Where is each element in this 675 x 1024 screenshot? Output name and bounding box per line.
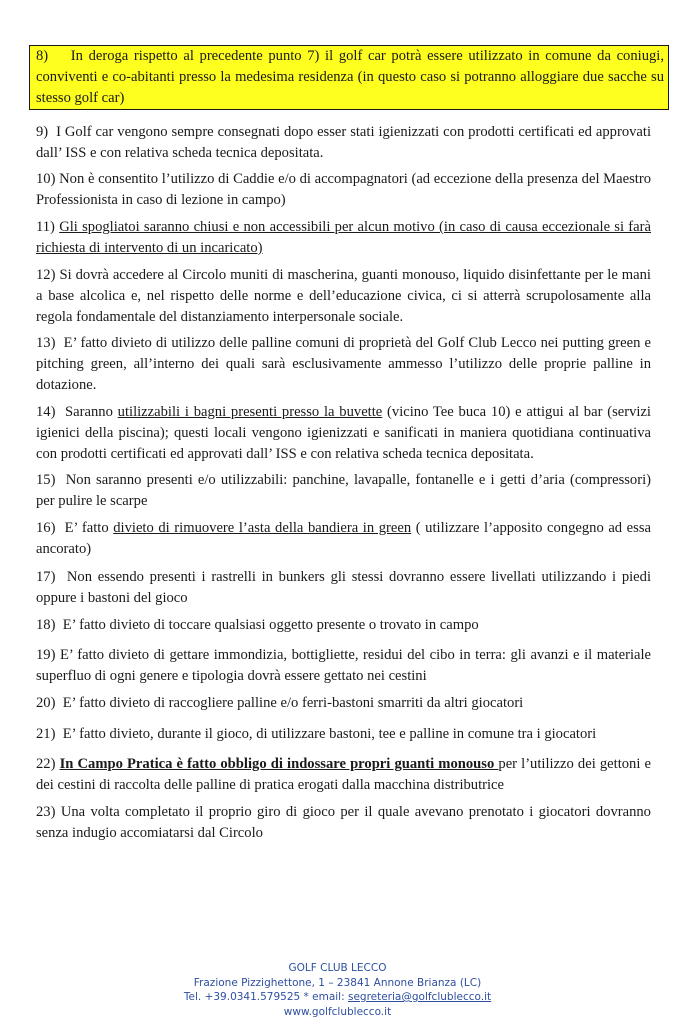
rule-number: 9) — [36, 124, 49, 140]
rule-text-underlined: divieto di rimuovere l’asta della bandiera in green — [113, 520, 412, 536]
rule-item-12 — [36, 265, 651, 328]
rule-number: 12) — [36, 267, 56, 283]
rule-text-bold-underlined: In Campo Pratica è fatto obbligo di indossare propri guanti monouso — [59, 756, 499, 772]
rule-item-9 — [36, 122, 651, 164]
rule-text: Non è consentito l’utilizzo di Caddie e/o di accompagnatori (ad eccezione della presenza del Maestro Professionista in caso di lezione in campo) — [36, 171, 651, 208]
rule-item-20 — [36, 693, 651, 714]
rule-item-8 — [29, 45, 669, 110]
rule-number: 8) — [36, 48, 49, 64]
rule-text: Non saranno presenti e/o utilizzabili: panchine, lavapalle, fontanelle e i getti d’aria (compressori) per pulire le scarpe — [36, 472, 652, 509]
rule-item-15 — [36, 470, 651, 512]
rule-number: 17) — [36, 569, 56, 585]
rule-text: Una volta completato il proprio giro di gioco per il quale avevano prenotato i giocatori dovranno senza indugio accomiatarsi dal Circolo — [36, 804, 651, 841]
rule-item-14 — [36, 402, 651, 465]
rule-item-21 — [36, 724, 651, 745]
rule-item-22 — [36, 754, 651, 796]
footer-contacts — [0, 990, 675, 1005]
rule-text-after: (vicino Tee buca 10) e attigui al bar (servizi igienici della piscina); questi locali vengono igienizzati e sanificati in maniera quotidiana continuativa con prodotti certificati ed approvati dall’ ISS e con relativa scheda tecnica depositata. — [36, 404, 651, 462]
rule-text: E’ fatto divieto di utilizzo delle palline comuni di proprietà del Golf Club Lecco nei putting green e pitching green, all’interno dei quali sarà esclusivamente ammesso l’utilizzo delle proprie palline in dotazione. — [36, 335, 651, 393]
rule-item-10 — [36, 169, 651, 211]
rule-text: E’ fatto divieto di gettare immondizia, bottigliette, residui del cibo in terra: gli avanzi e il materiale superfluo di ogni genere e tipologia dovrà essere gettato nei cestini — [36, 647, 652, 684]
rule-item-17 — [36, 567, 651, 609]
rule-number: 20) — [36, 695, 56, 711]
rule-number: 14) — [36, 404, 56, 420]
rule-item-11 — [36, 217, 651, 259]
page-footer — [0, 961, 675, 1019]
footer-email-link[interactable]: segreteria@golfclublecco.it — [347, 991, 492, 1003]
rule-item-18 — [36, 615, 651, 636]
rule-text: Non essendo presenti i rastrelli in bunkers gli stessi dovranno essere livellati utilizzando i piedi oppure i bastoni del gioco — [36, 569, 651, 606]
rule-item-13 — [36, 333, 651, 396]
rule-number: 10) — [36, 171, 56, 187]
rule-number: 23) — [36, 804, 56, 820]
rule-number: 18) — [36, 617, 56, 633]
rule-text: E’ fatto divieto di toccare qualsiasi oggetto presente o trovato in campo — [62, 617, 479, 633]
footer-address: Frazione Pizzighettone, 1 – 23841 Annone Brianza (LC) — [193, 976, 482, 989]
rule-text-underlined: utilizzabili i bagni presenti presso la buvette — [117, 404, 383, 420]
rule-text-before: E’ fatto — [64, 520, 114, 536]
footer-club-name: GOLF CLUB LECCO — [288, 962, 387, 974]
rule-item-16 — [36, 518, 651, 560]
footer-phone: Tel. +39.0341.579525 * email: — [183, 991, 348, 1003]
rule-text: I Golf car vengono sempre consegnati dopo esser stati igienizzati con prodotti certificati ed approvati dall’ ISS e con relativa scheda tecnica depositata. — [36, 124, 652, 161]
rule-number: 22) — [36, 756, 56, 772]
rule-text: E’ fatto divieto, durante il gioco, di utilizzare bastoni, tee e palline in comune tra i giocatori — [62, 726, 597, 742]
rule-text-after: per l’utilizzo dei gettoni e dei cestini di raccolta delle palline di pratica erogati dalla macchina distributrice — [36, 756, 651, 793]
footer-website-link[interactable]: www.golfclublecco.it — [283, 1005, 392, 1018]
rule-item-19 — [36, 645, 651, 687]
rule-number: 21) — [36, 726, 56, 742]
rule-number: 15) — [36, 472, 56, 488]
rule-text-before: Saranno — [65, 404, 118, 420]
rule-item-23 — [36, 802, 651, 844]
rule-text: Si dovrà accedere al Circolo muniti di mascherina, guanti monouso, liquido disinfettante per le mani a base alcolica e, nel rispetto delle norme e dell’educazione civica, ci si atterrà scrupolosamente alla regola fondamentale del distanziamento interpersonale sociale. — [36, 267, 651, 325]
rule-text-after: ( utilizzare l’apposito congegno ad essa ancorato) — [36, 520, 651, 557]
rule-text: In deroga rispetto al precedente punto 7) il golf car potrà essere utilizzato in comune da coniugi, conviventi e co-abitanti presso la medesima residenza (in questo caso si potranno alloggiare due sacche su stesso golf car) — [36, 48, 664, 106]
rule-number: 11) — [36, 219, 55, 235]
rule-text: E’ fatto divieto di raccogliere palline e/o ferri-bastoni smarriti da altri giocatori — [62, 695, 524, 711]
rule-number: 16) — [36, 520, 56, 536]
rule-text-underlined: Gli spogliatoi saranno chiusi e non accessibili per alcun motivo (in caso di causa eccezionale si farà richiesta di intervento di un incaricato) — [36, 219, 651, 256]
rule-number: 13) — [36, 335, 56, 351]
rule-number: 19) — [36, 647, 56, 663]
